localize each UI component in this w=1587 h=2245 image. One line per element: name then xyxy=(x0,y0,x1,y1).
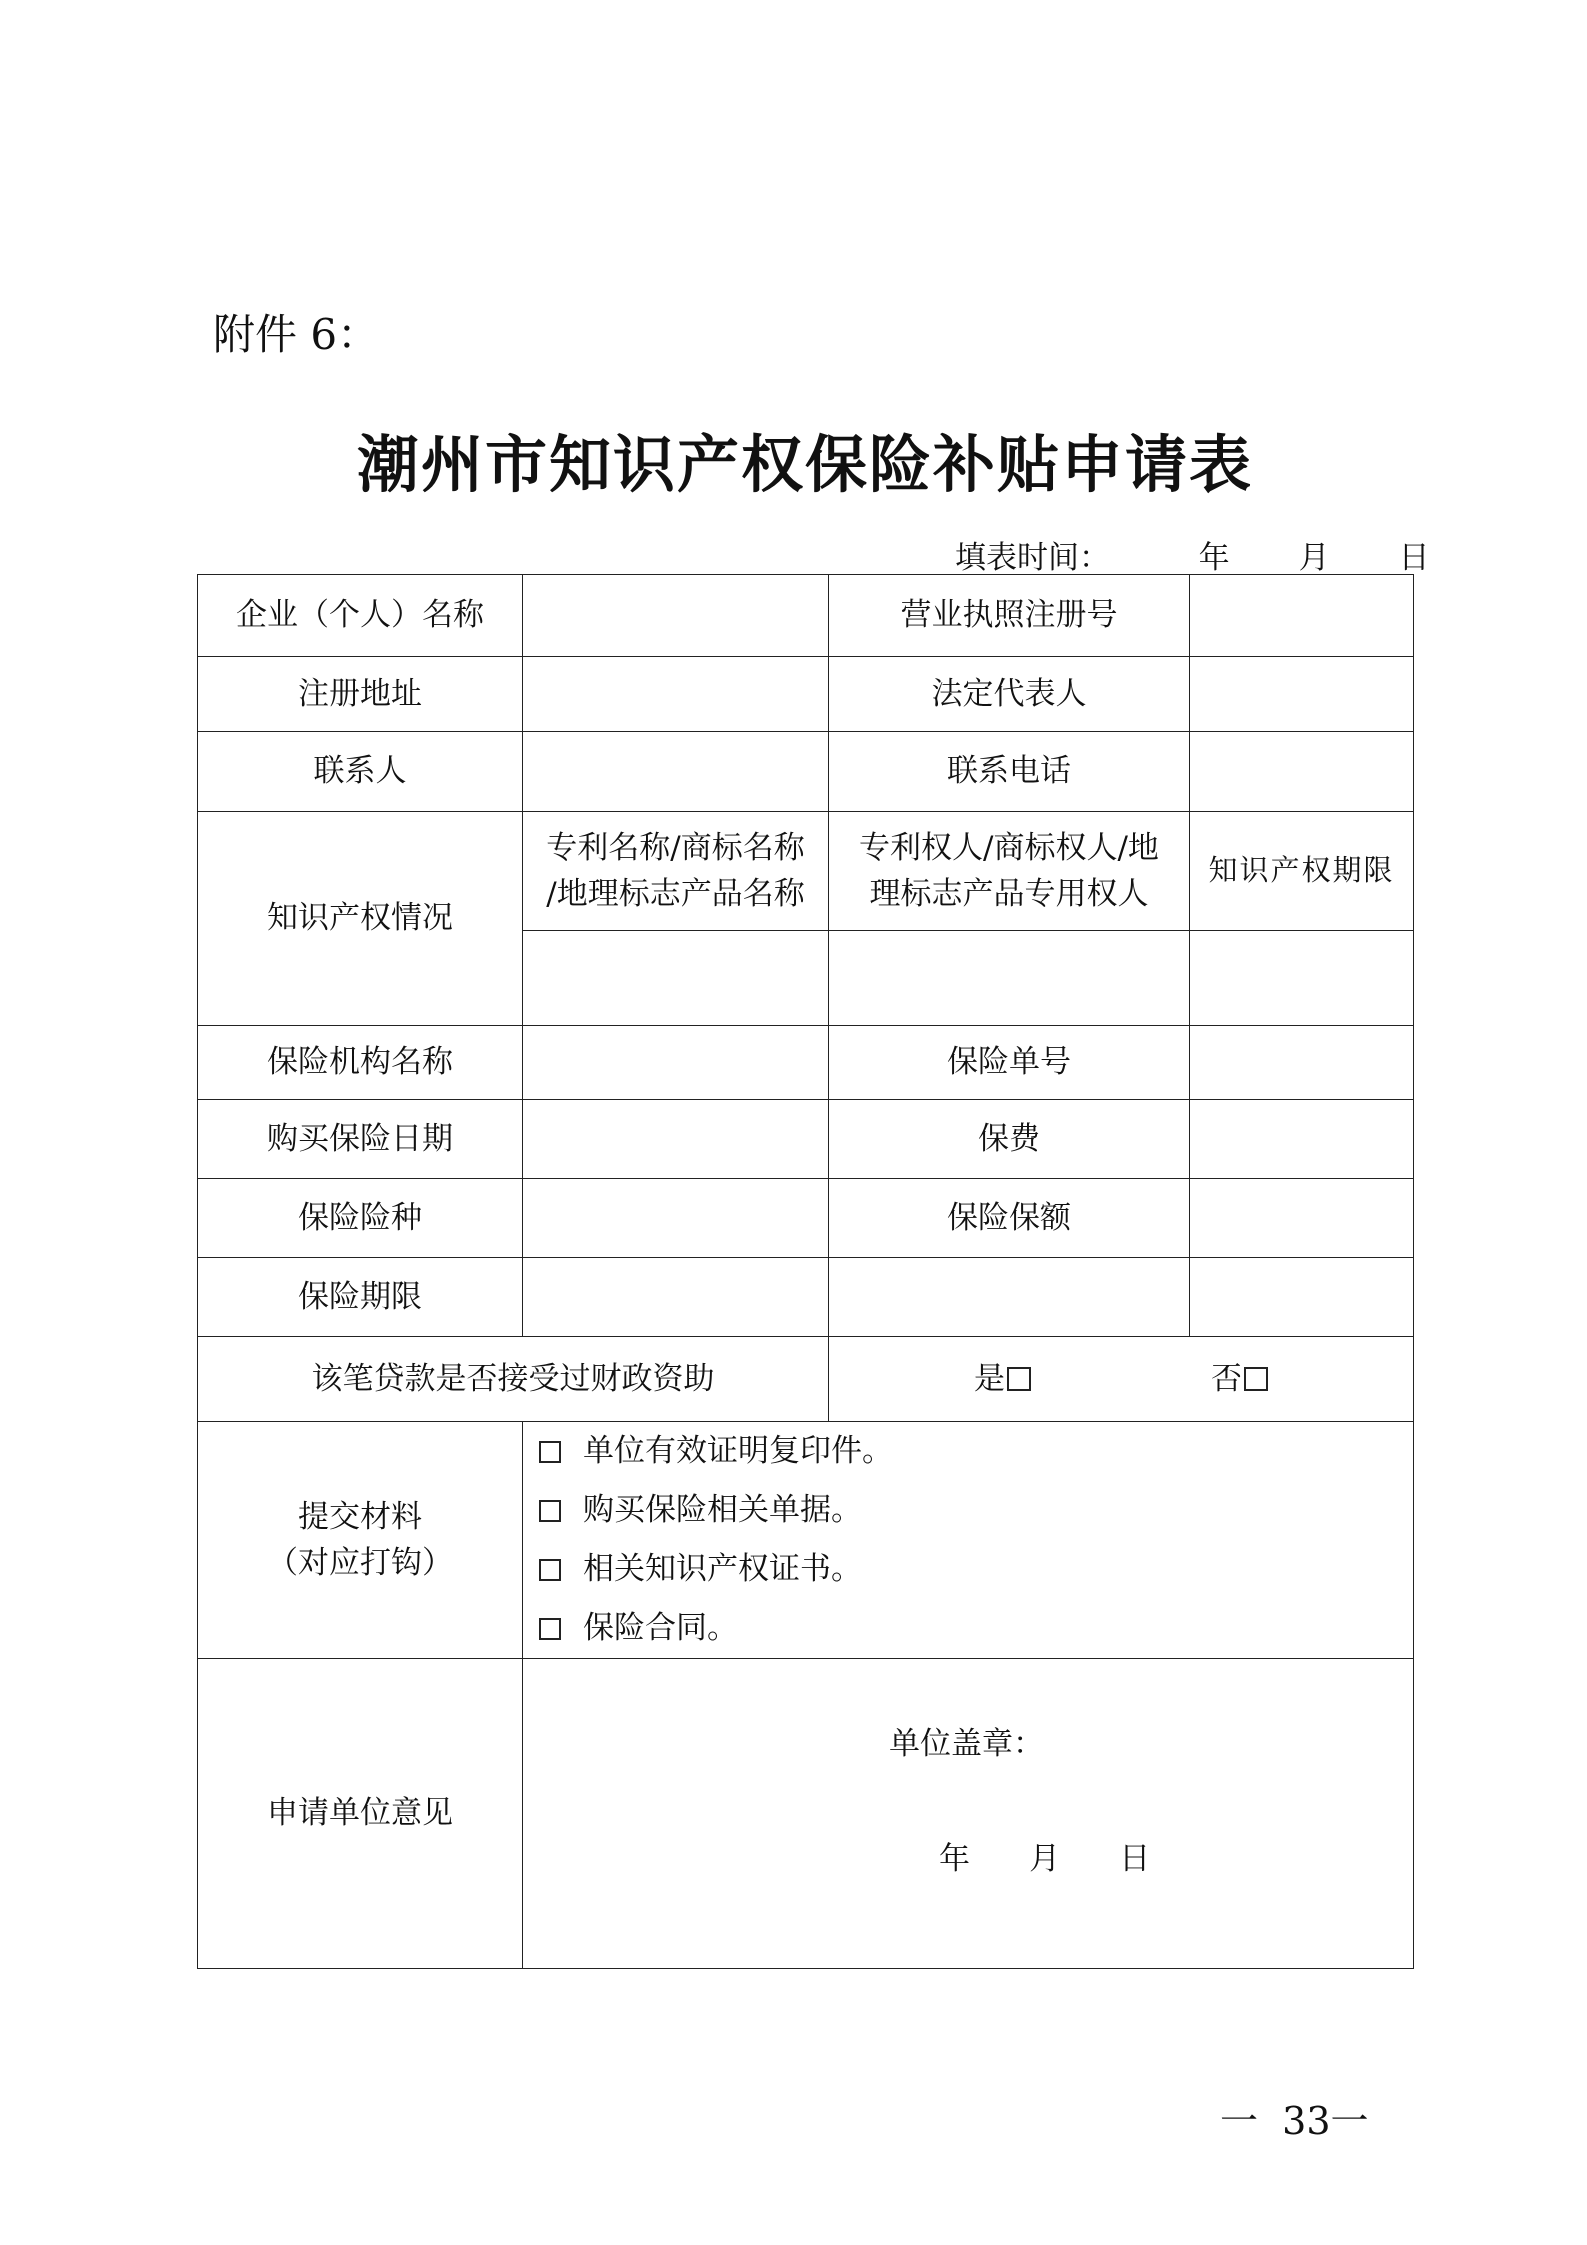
insurer-field[interactable] xyxy=(523,1026,829,1100)
application-form-table xyxy=(197,574,1414,1969)
insurance-type-field[interactable] xyxy=(523,1179,829,1258)
no-checkbox[interactable] xyxy=(1244,1367,1268,1391)
legal-rep-label: 法定代表人 xyxy=(829,657,1190,732)
material-checkbox[interactable] xyxy=(539,1618,561,1640)
policy-no-field[interactable] xyxy=(1190,1026,1414,1100)
seal-date: 年 月 日 xyxy=(939,1841,1151,1877)
insurance-term-extra-field-2[interactable] xyxy=(1190,1258,1414,1337)
address-label: 注册地址 xyxy=(198,657,523,732)
yes-option[interactable] xyxy=(974,1356,1031,1403)
material-checkbox[interactable] xyxy=(539,1559,561,1581)
insurance-term-extra-field[interactable] xyxy=(829,1258,1190,1337)
premium-label: 保费 xyxy=(829,1100,1190,1179)
coverage-label: 保险保额 xyxy=(829,1179,1190,1258)
material-checkbox[interactable] xyxy=(539,1441,561,1463)
legal-rep-field[interactable] xyxy=(1190,657,1414,732)
yes-label: 是 xyxy=(974,1360,1005,1397)
policy-no-label: 保险单号 xyxy=(829,1026,1190,1100)
business-license-field[interactable] xyxy=(1190,575,1414,657)
insurance-term-label: 保险期限 xyxy=(198,1258,523,1337)
company-name-label: 企业（个人）名称 xyxy=(198,575,523,657)
ip-name-line2: /地理标志产品名称 xyxy=(546,876,805,912)
seal-label: 单位盖章： xyxy=(889,1726,1044,1762)
ip-name-header xyxy=(523,812,829,931)
coverage-field[interactable] xyxy=(1190,1179,1414,1258)
page-number: 一 33一 xyxy=(1220,2099,1369,2143)
materials-sub-label: （对应打钩） xyxy=(267,1545,453,1581)
insurer-label: 保险机构名称 xyxy=(198,1026,523,1100)
ip-holder-line1: 专利权人/商标权人/地 xyxy=(859,829,1159,866)
material-text: 购买保险相关单据。 xyxy=(583,1492,862,1529)
insurance-term-field[interactable] xyxy=(523,1258,829,1337)
ip-name-field[interactable] xyxy=(523,931,829,1026)
material-item[interactable] xyxy=(539,1599,1407,1658)
ip-holder-header xyxy=(829,812,1190,931)
phone-field[interactable] xyxy=(1190,732,1414,812)
ip-term-field[interactable] xyxy=(1190,931,1414,1026)
fill-date: 填表时间： 年 月 日 xyxy=(955,540,1430,576)
materials-label: 提交材料 xyxy=(298,1498,422,1535)
no-option[interactable] xyxy=(1211,1356,1268,1403)
subsidy-question-label: 该笔贷款是否接受过财政资助 xyxy=(198,1337,829,1422)
purchase-date-field[interactable] xyxy=(523,1100,829,1179)
ip-term-header: 知识产权期限 xyxy=(1190,812,1414,931)
company-name-field[interactable] xyxy=(523,575,829,657)
contact-label: 联系人 xyxy=(198,732,523,812)
no-label: 否 xyxy=(1211,1360,1242,1397)
material-item[interactable] xyxy=(539,1481,1407,1540)
seal-area xyxy=(529,1661,1407,1966)
material-text: 保险合同。 xyxy=(583,1610,738,1647)
premium-field[interactable] xyxy=(1190,1100,1414,1179)
ip-status-label: 知识产权情况 xyxy=(198,812,523,1026)
materials-list xyxy=(523,1422,1414,1659)
material-text: 单位有效证明复印件。 xyxy=(583,1433,893,1470)
opinion-label: 申请单位意见 xyxy=(198,1659,523,1969)
ip-holder-line2: 理标志产品专用权人 xyxy=(869,876,1149,912)
material-text: 相关知识产权证书。 xyxy=(583,1551,862,1588)
contact-field[interactable] xyxy=(523,732,829,812)
insurance-type-label: 保险险种 xyxy=(198,1179,523,1258)
material-item[interactable] xyxy=(539,1422,1407,1481)
material-checkbox[interactable] xyxy=(539,1500,561,1522)
subsidy-choice xyxy=(829,1337,1414,1422)
yes-checkbox[interactable] xyxy=(1007,1367,1031,1391)
phone-label: 联系电话 xyxy=(829,732,1190,812)
business-license-label: 营业执照注册号 xyxy=(829,575,1190,657)
material-item[interactable] xyxy=(539,1540,1407,1599)
materials-label-cell xyxy=(198,1422,523,1659)
opinion-cell[interactable] xyxy=(523,1659,1414,1969)
purchase-date-label: 购买保险日期 xyxy=(198,1100,523,1179)
attachment-label: 附件 6： xyxy=(213,310,380,359)
address-field[interactable] xyxy=(523,657,829,732)
ip-name-line1: 专利名称/商标名称 xyxy=(546,829,805,866)
form-title: 潮州市知识产权保险补贴申请表 xyxy=(356,428,1253,501)
ip-holder-field[interactable] xyxy=(829,931,1190,1026)
